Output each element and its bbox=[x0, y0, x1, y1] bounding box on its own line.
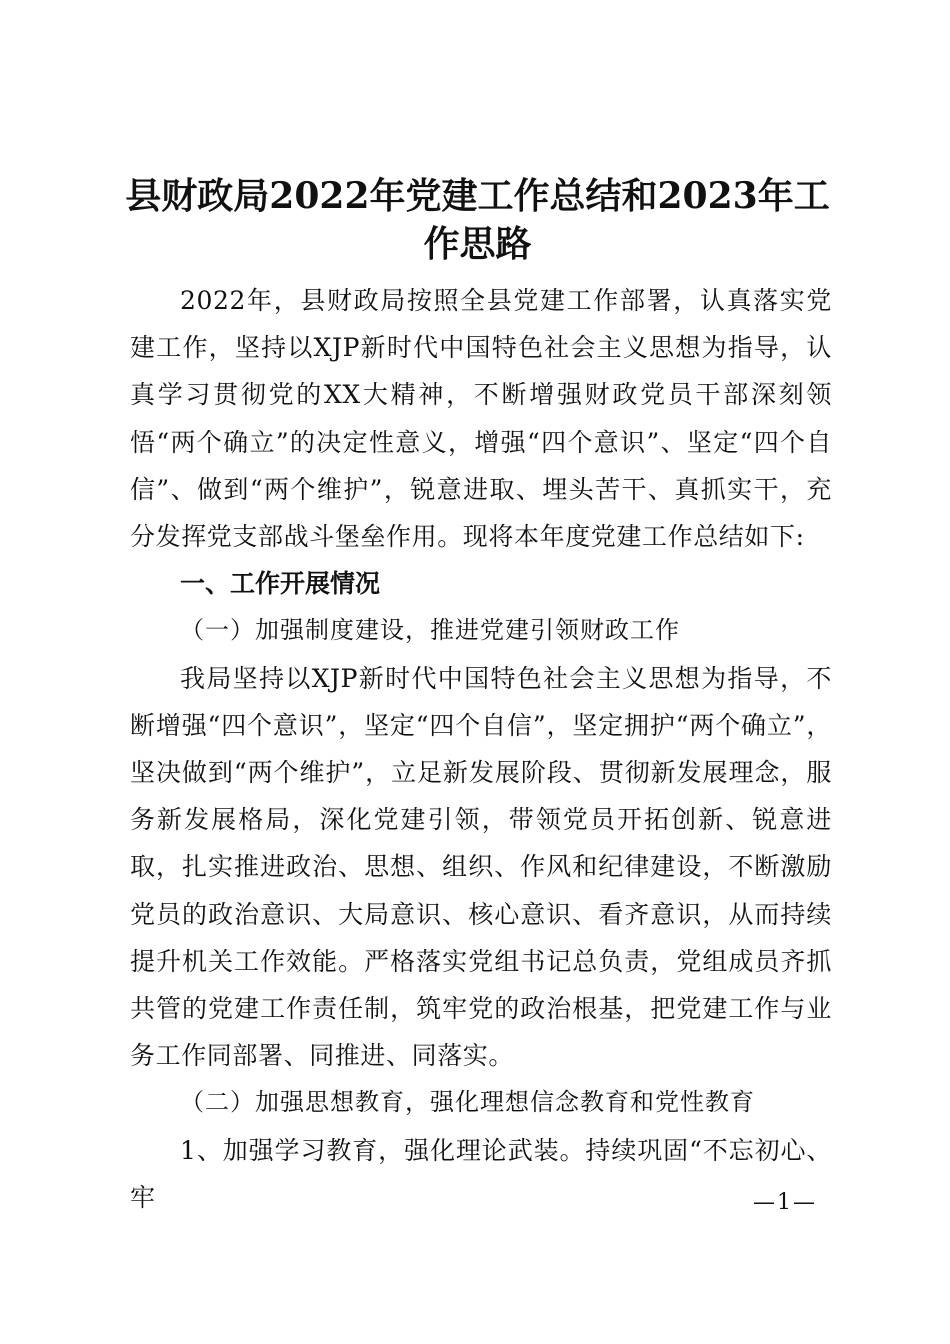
document-body bbox=[130, 277, 832, 1221]
subsection-paragraph: 我局坚持以XJP新时代中国特色社会主义思想为指导，不断增强“四个意识”，坚定“四个自信”，坚定拥护“两个确立”，坚决做到“两个维护”，立足新发展阶段、贯彻新发展理念，服务新发展格局，深化党建引领，带领党员开拓创新、锐意进取，扎实推进政治、思想、组织、作风和纪律建设，不断激励党员的政治意识、大局意识、核心意识、看齐意识，从而持续提升机关工作效能。严格落实党组书记总负责，党组成员齐抓共管的党建工作责任制，筑牢党的政治根基，把党建工作与业务工作同部署、同推进、同落实。 bbox=[130, 663, 832, 1071]
subsection-heading: （二）加强思想教育，强化理想信念教育和党性教育 bbox=[180, 1088, 755, 1117]
intro-paragraph: 2022年，县财政局按照全县党建工作部署，认真落实党建工作，坚持以XJP新时代中国特色社会主义思想为指导，认真学习贯彻党的XX大精神，不断增强财政党员干部深刻领悟“两个确立”的决定性意义，增强“四个意识”、坚定“四个自信”、做到“两个维护”，锐意进取、埋头苦干、真抓实干，充分发挥党支部战斗堡垒作用。现将本年度党建工作总结如下: bbox=[130, 286, 832, 552]
list-item-paragraph: 1、加强学习教育，强化理论武装。持续巩固“不忘初心、牢 bbox=[130, 1135, 832, 1212]
page-number: —1— bbox=[753, 1190, 817, 1215]
section-heading: 一、工作开展情况 bbox=[180, 569, 381, 599]
document-title: 县财政局2022年党建工作总结和2023年工作思路 bbox=[125, 175, 830, 265]
subsection-heading: （一）加强制度建设，推进党建引领财政工作 bbox=[180, 616, 680, 645]
